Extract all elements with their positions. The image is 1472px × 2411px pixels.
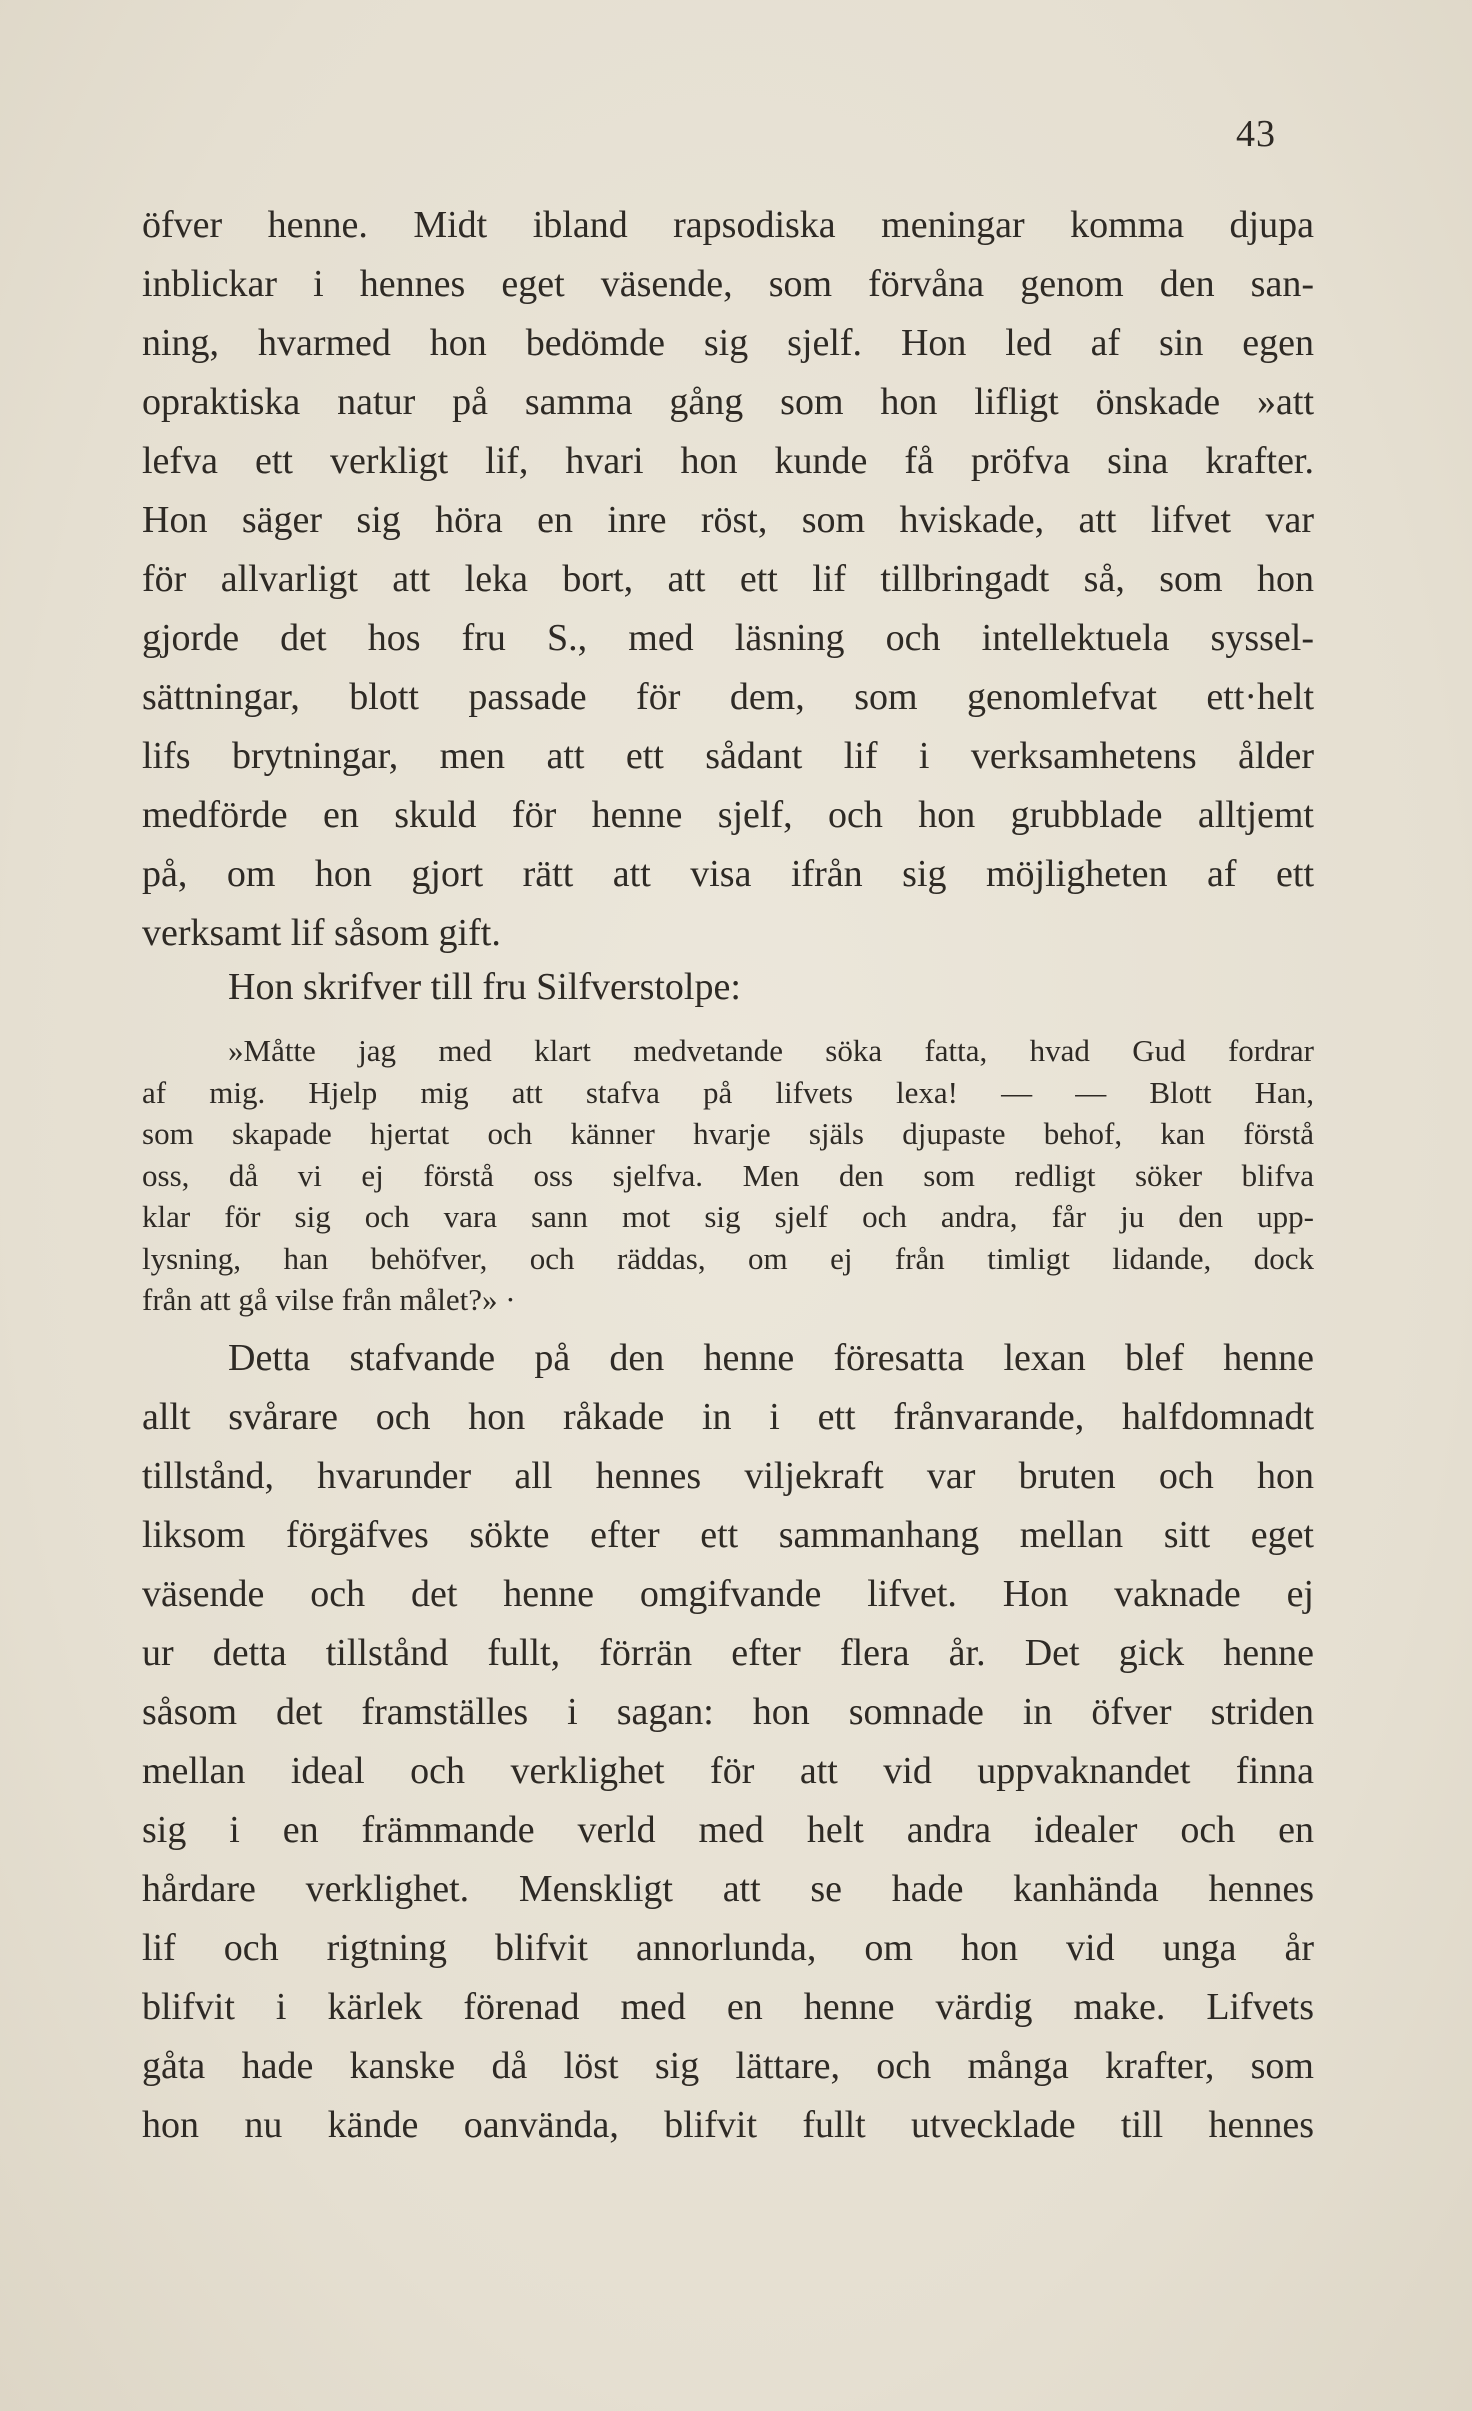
quote-line: oss, då vi ej förstå oss sjelfva. Men den som redligt söker blifva: [142, 1157, 1314, 1193]
paragraph-1: [142, 196, 1314, 963]
text-line: Hon skrifver till fru Silfverstolpe:: [228, 966, 741, 1008]
text-line: gåta hade kanske då löst sig lättare, och många krafter, som: [142, 2045, 1314, 2087]
text-line: gjorde det hos fru S., med läsning och intellektuela syssel-: [142, 617, 1314, 659]
text-line: öfver henne. Midt ibland rapsodiska meningar komma djupa: [142, 204, 1314, 246]
text-line: ning, hvarmed hon bedömde sig sjelf. Hon led af sin egen: [142, 322, 1314, 364]
quote-line: lysning, han behöfver, och räddas, om ej från timligt lidande, dock: [142, 1240, 1314, 1276]
text-line: tillstånd, hvarunder all hennes viljekraft var bruten och hon: [142, 1455, 1314, 1497]
text-line: inblickar i hennes eget väsende, som förvåna genom den san-: [142, 263, 1314, 305]
text-line: hårdare verklighet. Menskligt att se hade kanhända hennes: [142, 1868, 1314, 1910]
letter-quote: [142, 1030, 1314, 1321]
text-line: sig i en främmande verld med helt andra idealer och en: [142, 1809, 1314, 1851]
text-line: verksamt lif såsom gift.: [142, 912, 501, 954]
text-line: på, om hon gjort rätt att visa ifrån sig möjligheten af ett: [142, 853, 1314, 895]
paragraph-2: [142, 958, 1314, 1017]
paragraph-3: [142, 1329, 1314, 2155]
text-line: Detta stafvande på den henne föresatta lexan blef henne: [228, 1337, 1314, 1379]
text-line: liksom förgäfves sökte efter ett sammanhang mellan sitt eget: [142, 1514, 1314, 1556]
quote-line: »Måtte jag med klart medvetande söka fatta, hvad Gud fordrar: [228, 1033, 1314, 1068]
text-line: sättningar, blott passade för dem, som genomlefvat ett·helt: [142, 676, 1314, 718]
text-line: väsende och det henne omgifvande lifvet. Hon vaknade ej: [142, 1573, 1314, 1615]
text-line: medförde en skuld för henne sjelf, och hon grubblade alltjemt: [142, 794, 1314, 836]
text-line: allt svårare och hon råkade in i ett frånvarande, halfdomnadt: [142, 1396, 1314, 1438]
text-line: såsom det framställes i sagan: hon somnade in öfver striden: [142, 1691, 1314, 1733]
text-line: blifvit i kärlek förenad med en henne värdig make. Lifvets: [142, 1986, 1314, 2028]
text-line: hon nu kände oanvända, blifvit fullt utvecklade till hennes: [142, 2104, 1314, 2146]
text-line: ur detta tillstånd fullt, förrän efter flera år. Det gick henne: [142, 1632, 1314, 1674]
text-line: opraktiska natur på samma gång som hon lifligt önskade »att: [142, 381, 1314, 423]
quote-line: af mig. Hjelp mig att stafva på lifvets lexa! — — Blott Han,: [142, 1074, 1314, 1110]
quote-line: från att gå vilse från målet?» ·: [142, 1282, 516, 1317]
page-number: 43: [1236, 113, 1276, 155]
text-line: lifs brytningar, men att ett sådant lif i verksamhetens ålder: [142, 735, 1314, 777]
text-line: lif och rigtning blifvit annorlunda, om hon vid unga år: [142, 1927, 1314, 1969]
quote-line: klar för sig och vara sann mot sig sjelf och andra, får ju den upp-: [142, 1199, 1314, 1234]
text-line: för allvarligt att leka bort, att ett lif tillbringadt så, som hon: [142, 558, 1314, 600]
text-line: mellan ideal och verklighet för att vid uppvaknandet finna: [142, 1750, 1314, 1792]
quote-line: som skapade hjertat och känner hvarje själs djupaste behof, kan förstå: [142, 1116, 1314, 1151]
text-line: lefva ett verkligt lif, hvari hon kunde få pröfva sina krafter.: [142, 440, 1314, 482]
text-line: Hon säger sig höra en inre röst, som hviskade, att lifvet var: [142, 499, 1314, 541]
